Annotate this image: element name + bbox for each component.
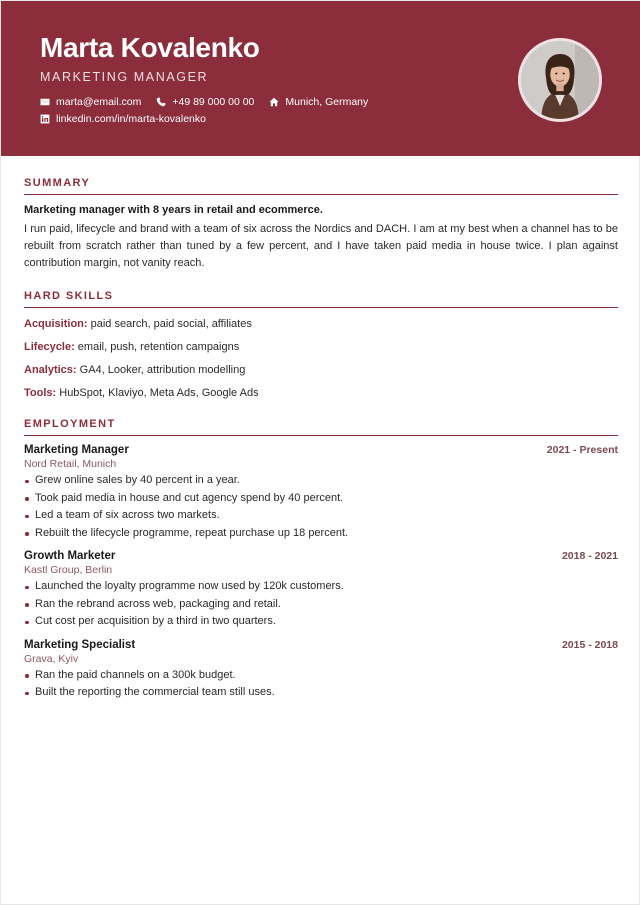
skill-key: Tools: (24, 387, 57, 399)
email-text: marta@email.com (56, 96, 142, 108)
job-bullet: Built the reporting the commercial team still uses. (24, 684, 618, 702)
job-bullet: Ran the paid channels on a 300k budget. (24, 667, 618, 685)
job-org: Grava, Kyiv (24, 652, 79, 665)
skill-key: Lifecycle: (24, 341, 75, 353)
linkedin-text: linkedin.com/in/marta-kovalenko (56, 113, 206, 125)
mail-icon (40, 97, 50, 107)
job-dates: 2018 - 2021 (561, 550, 618, 562)
contact-info (40, 95, 383, 129)
skill-value: email, push, retention campaigns (74, 341, 240, 353)
resume-header (1, 1, 640, 156)
job-bullet: Rebuilt the lifecycle programme, repeat purchase up 18 percent. (24, 525, 618, 543)
phone-text: +49 89 000 00 00 (172, 96, 255, 108)
job-bullet: Grew online sales by 40 percent in a year. (24, 472, 618, 490)
skill-row (24, 364, 618, 380)
employment-section (24, 418, 618, 702)
job-bullet: Cut cost per acquisition by a third in two quarters. (24, 613, 618, 631)
job-entry (24, 550, 618, 631)
job-dates: 2015 - 2018 (561, 638, 618, 651)
summary-lead: Marketing manager with 8 years in retail and ecommerce. (24, 204, 323, 216)
section-title-employment: EMPLOYMENT (24, 418, 618, 436)
skill-row (24, 318, 618, 334)
skill-key: Analytics: (24, 364, 77, 376)
contact-phone[interactable] (156, 96, 254, 108)
summary-body: I run paid, lifecycle and brand with a team of six across the Nordics and DACH. I am at my best when a channel has to be rebuilt from scratch rather than tuned by a few percent, and I have taken paid media in house twice. I plan against contribution margin, not vanity reach. (24, 223, 618, 269)
skill-row (24, 341, 618, 357)
contact-linkedin[interactable] (40, 113, 206, 125)
summary-section (24, 177, 618, 272)
section-title-summary: SUMMARY (24, 177, 618, 195)
job-bullet: Launched the loyalty programme now used by 120k customers. (24, 578, 618, 596)
linkedin-icon (40, 114, 50, 124)
contact-email[interactable] (40, 96, 141, 108)
home-icon (269, 97, 279, 107)
skill-value: HubSpot, Klaviyo, Meta Ads, Google Ads (56, 387, 259, 399)
job-title: Marketing Specialist (24, 638, 136, 651)
contact-location (269, 96, 368, 108)
skill-row (24, 387, 618, 403)
skills-section (24, 290, 618, 403)
job-bullet: Led a team of six across two markets. (24, 507, 618, 525)
section-title-skills: HARD SKILLS (24, 290, 618, 308)
skill-value: GA4, Looker, attribution modelling (76, 364, 246, 376)
job-bullet: Ran the rebrand across web, packaging and retail. (24, 596, 618, 614)
candidate-role: MARKETING MANAGER (40, 70, 209, 84)
job-entry (24, 639, 618, 702)
job-title: Marketing Manager (24, 444, 129, 456)
job-entry (24, 444, 618, 542)
phone-icon (156, 97, 166, 107)
profile-photo (518, 38, 602, 122)
candidate-name: Marta Kovalenko (40, 32, 260, 63)
location-text: Munich, Germany (285, 96, 369, 108)
job-dates: 2021 - Present (546, 444, 618, 456)
job-org: Kastl Group, Berlin (24, 564, 113, 576)
job-org: Nord Retail, Munich (24, 458, 117, 470)
job-title: Growth Marketer (24, 550, 116, 562)
skill-value: paid search, paid social, affiliates (87, 318, 252, 330)
job-bullet: Took paid media in house and cut agency spend by 40 percent. (24, 490, 618, 508)
skill-key: Acquisition: (24, 318, 88, 330)
